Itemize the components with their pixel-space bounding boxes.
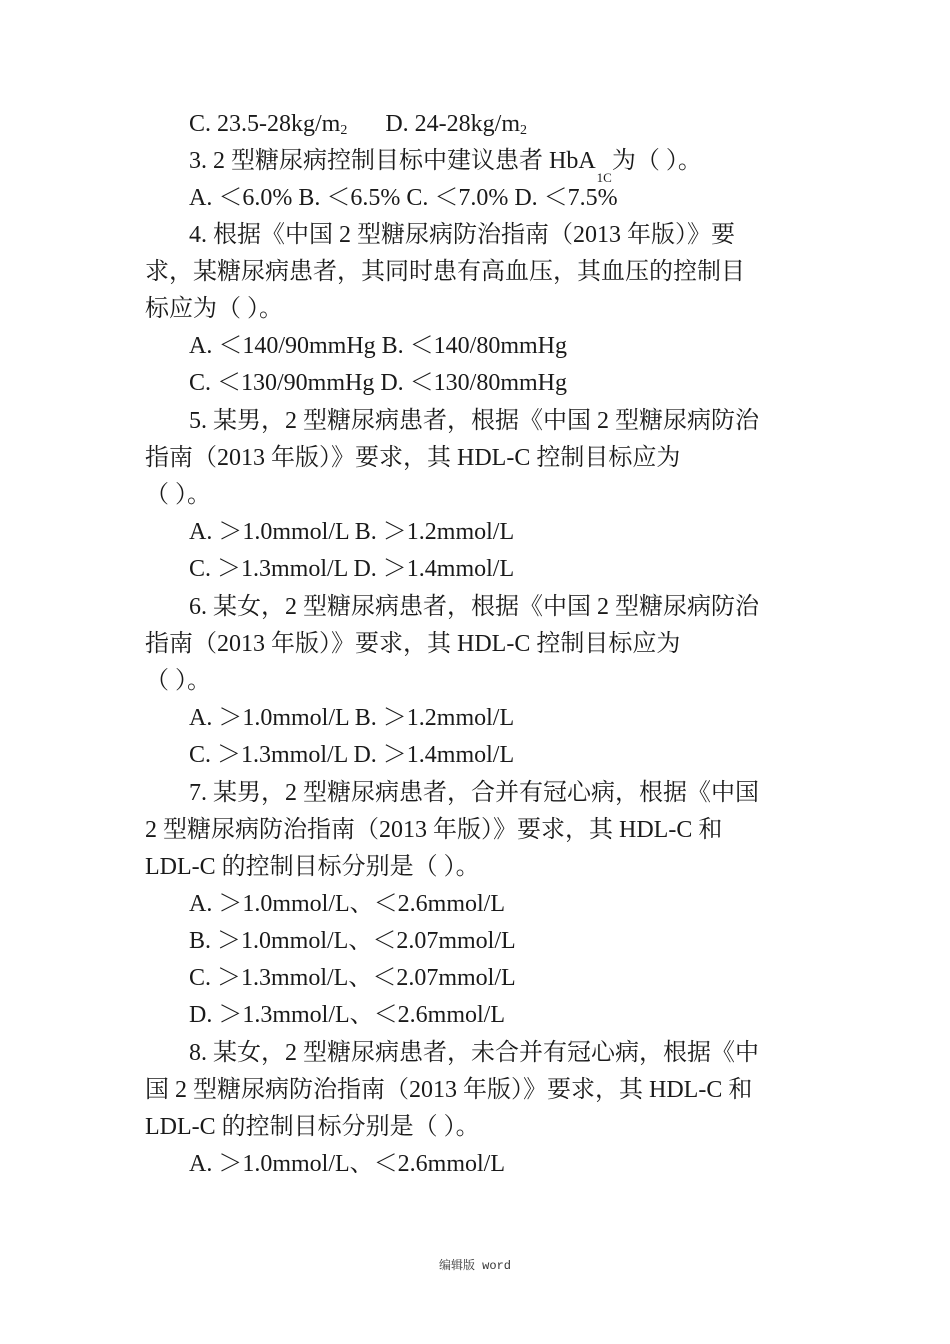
q4-stem-line-3: 标应为（ ）。: [145, 296, 283, 322]
q7-option-a: A. ＞1.0mmol/L、＜2.6mmol/L: [189, 891, 505, 917]
page-footer: 编辑版 word: [438, 1259, 511, 1273]
q5-stem-line-2: 指南（2013 年版）》要求，其 HDL-C 控制目标应为: [145, 445, 681, 471]
q5-stem-line-1: 5. 某男，2 型糖尿病患者，根据《中国 2 型糖尿病防治: [189, 408, 759, 434]
q7-option-d: D. ＞1.3mmol/L、＜2.6mmol/L: [189, 1002, 505, 1028]
q2-option-c-unit: 2: [340, 123, 348, 138]
q6-stem-line-3: （ ）。: [145, 668, 211, 694]
q3-stem: [189, 146, 702, 185]
q3-stem-after: 为（ ）。: [611, 148, 702, 174]
q2-option-d-unit: 2: [520, 123, 528, 138]
q7-option-c: C. ＞1.3mmol/L、＜2.07mmol/L: [189, 965, 516, 991]
q6-options-2: C. ＞1.3mmol/L D. ＞1.4mmol/L: [189, 742, 515, 768]
q6-options-1: A. ＞1.0mmol/L B. ＞1.2mmol/L: [189, 705, 515, 731]
q8-stem-line-3: LDL-C 的控制目标分别是（ ）。: [145, 1114, 480, 1140]
q8-stem-line-1: 8. 某女，2 型糖尿病患者，未合并有冠心病，根据《中: [189, 1040, 759, 1066]
q7-stem-line-2: 2 型糖尿病防治指南（2013 年版）》要求，其 HDL-C 和: [145, 817, 723, 843]
q8-option-a: A. ＞1.0mmol/L、＜2.6mmol/L: [189, 1151, 505, 1177]
q3-stem-before: 3. 2 型糖尿病控制目标中建议患者 HbA: [189, 148, 596, 174]
q5-options-2: C. ＞1.3mmol/L D. ＞1.4mmol/L: [189, 556, 515, 582]
q7-stem-line-1: 7. 某男，2 型糖尿病患者，合并有冠心病，根据《中国: [189, 780, 759, 806]
q4-stem-line-1: 4. 根据《中国 2 型糖尿病防治指南（2013 年版）》要: [189, 222, 735, 248]
q8-stem-line-2: 国 2 型糖尿病防治指南（2013 年版）》要求，其 HDL-C 和: [145, 1077, 753, 1103]
q3-options: A. ＜6.0% B. ＜6.5% C. ＜7.0% D. ＜7.5%: [189, 185, 618, 211]
q2-option-d: D. 24-28kg/m: [385, 111, 521, 137]
q7-option-b: B. ＞1.0mmol/L、＜2.07mmol/L: [189, 928, 516, 954]
q5-options-1: A. ＞1.0mmol/L B. ＞1.2mmol/L: [189, 519, 515, 545]
q7-stem-line-3: LDL-C 的控制目标分别是（ ）。: [145, 854, 480, 880]
q2-options-line: [189, 109, 527, 143]
q6-stem-line-1: 6. 某女，2 型糖尿病患者，根据《中国 2 型糖尿病防治: [189, 594, 759, 620]
q4-options-2: C. ＜130/90mmHg D. ＜130/80mmHg: [189, 370, 568, 396]
q2-option-c: C. 23.5-28kg/m: [189, 111, 341, 137]
q6-stem-line-2: 指南（2013 年版）》要求，其 HDL-C 控制目标应为: [145, 631, 681, 657]
q4-options-1: A. ＜140/90mmHg B. ＜140/80mmHg: [189, 333, 568, 359]
q4-stem-line-2: 求，某糖尿病患者，其同时患有高血压，其血压的控制目: [145, 259, 745, 285]
q3-stem-sub: 1C: [596, 170, 612, 185]
q5-stem-line-3: （ ）。: [145, 482, 211, 508]
